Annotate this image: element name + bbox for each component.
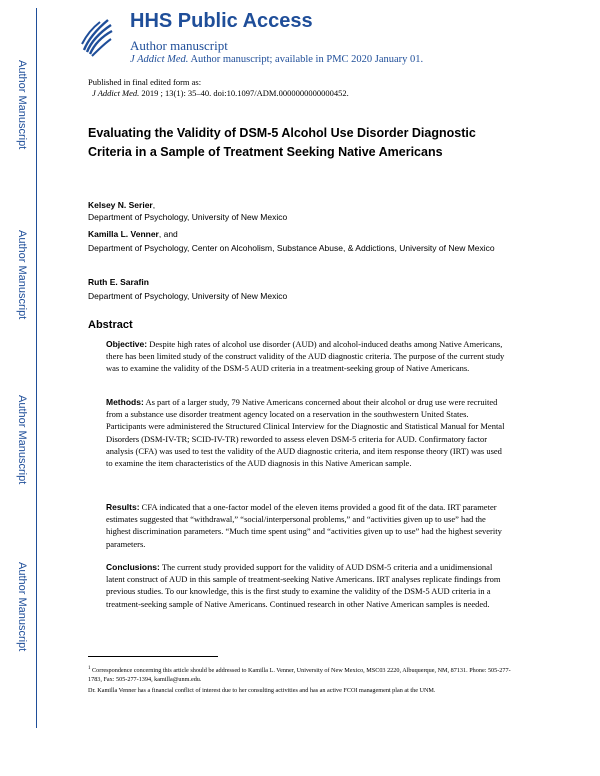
abstract-objective: Objective: Despite high rates of alcohol use disorder (AUD) and alcohol-induced deaths among Native Americans, there has been limited study of the construct validity of the AUD diagnostic criteria. The purpose of the current study was to examine the validity of the DSM-5 AUD criteria in a treatment-seeking group of Native Americans. [106,339,505,374]
sidebar-label: Author Manuscript [16,60,28,150]
sidebar-label: Author Manuscript [16,395,28,485]
sidebar-label: Author Manuscript [16,230,28,320]
publication-citation [92,88,349,98]
publication-note: Published in final edited form as: [88,77,202,87]
sidebar-divider [36,8,37,728]
hhs-title: HHS Public Access [130,10,313,32]
journal-name: J Addict Med. [130,54,189,65]
author-affiliation: Department of Psychology, University of New Mexico [88,212,288,222]
footnote-correspondence: $^1$ Correspondence concerning this article should be addressed to Kamilla L. Venner, University of New Mexico, MSC03 2220, Albuquerque, NM, 87131. Phone: 505-277-1783, Fax: 505-277-1394, kamilla@unm.edu. [88,666,511,684]
publication-details: 2019 ; 13(1): 35–40. doi:10.1097/ADM.0000000000000452. [141,88,349,98]
abstract-methods: Methods: As part of a larger study, 79 Native Americans concerned about their alcohol or drug use were recruited from a substance use disorder treatment agency located on a reservation in the southwestern United States. Participants were administered the Structured Clinical Interview for the Diagnostic and Statistical Manual for Mental Disorders (DSM-IV-TR; SCID-IV-TR) reworded to assess eleven DSM-5 criteria for AUD. Confirmatory factor analysis (CFA) was used to test the validity of the AUD diagnostic criteria, and item response theory (IRT) was used to examine the item characteristics of the AUD diagnosis in this Native American sample. [106,397,505,469]
abstract-results: Results: CFA indicated that a one-factor model of the eleven items provided a good fit of the data. IRT parameter estimates suggested that “withdrawal,” “social/interpersonal problems,” and “activities given up to use” had the highest discrimination parameters. “Much time spent using” and “activities given up to use” had the highest severity parameters. [106,502,502,549]
author-name: Ruth E. Sarafin [88,277,149,287]
author-name: Kamilla L. Venner, and [88,229,178,239]
publication-journal: J Addict Med. [92,88,140,98]
footnote-conflict: Dr. Kamilla Venner has a financial conflict of interest due to her consulting activities and has an active FCOI management plan at the UNM. [88,687,436,694]
header [74,8,574,68]
sidebar [0,0,74,776]
footnote-divider [88,656,218,657]
manuscript-type: Author manuscript [130,38,228,53]
paper-title: Evaluating the Validity of DSM-5 Alcohol Use Disorder Diagnostic Criteria in a Sample of Treatment Seeking Native Americans [88,126,476,159]
author-affiliation: Department of Psychology, University of New Mexico [88,291,288,301]
availability-line [130,54,423,65]
hhs-eagle-logo-icon [78,14,114,58]
abstract-heading: Abstract [88,319,133,331]
author-affiliation: Department of Psychology, Center on Alcoholism, Substance Abuse, & Addictions, University of New Mexico [88,243,495,253]
sidebar-label: Author Manuscript [16,562,28,652]
author-name: Kelsey N. Serier, [88,200,156,210]
availability-text: Author manuscript; available in PMC 2020 January 01. [190,54,424,65]
abstract-conclusions: Conclusions: The current study provided support for the validity of AUD DSM-5 criteria and a unidimensional latent construct of AUD in this sample of treatment-seeking Native Americans. IRT analyses replicate findings from previous studies. To our knowledge, this is the first study to examine the validity of the DSM-5 AUD criteria in a treatment-seeking sample of Native Americans. Continued research in other Native American samples is needed. [106,562,501,609]
